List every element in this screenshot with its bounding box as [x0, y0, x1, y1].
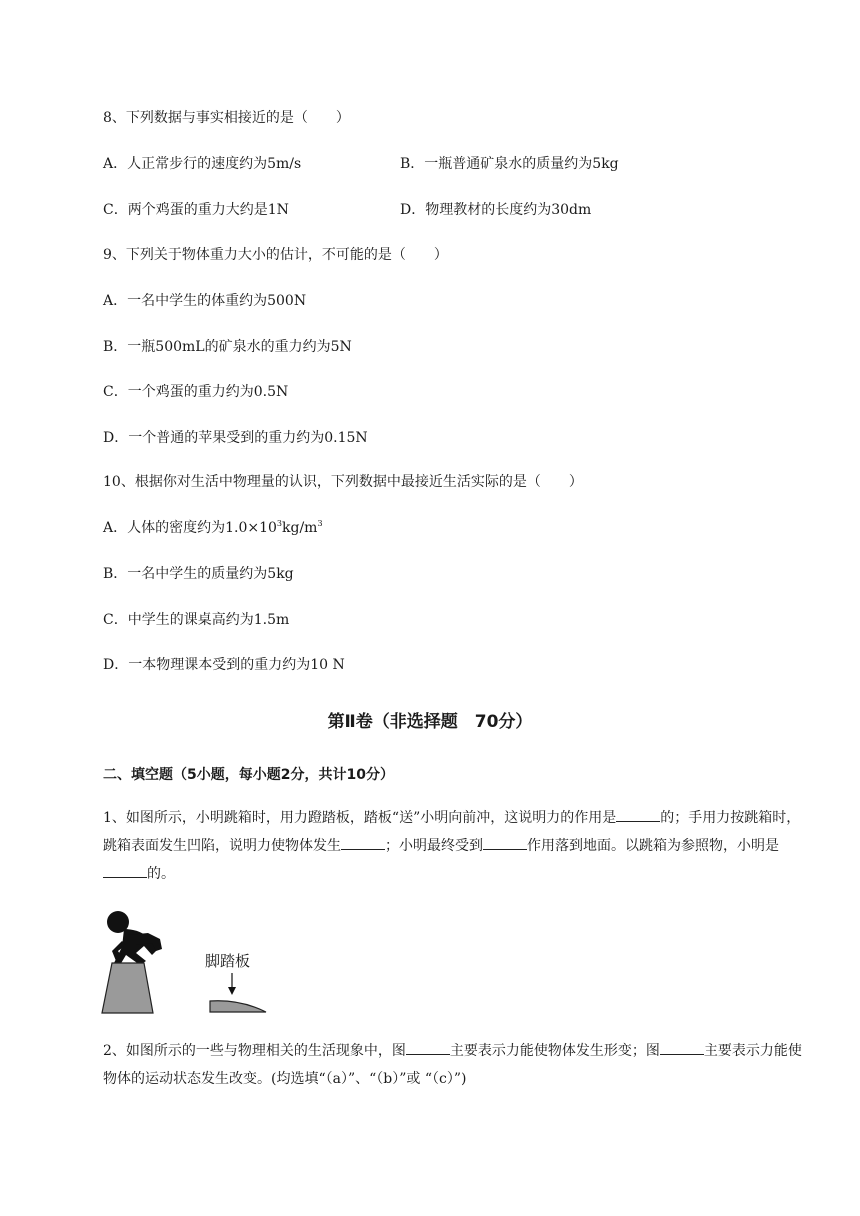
fill1-blank-4	[103, 863, 147, 878]
q10-option-c: C．中学生的课桌高约为1.5m	[103, 612, 290, 628]
fill1-blank-3	[483, 835, 527, 850]
q9-stem: 9、下列关于物体重力大小的估计，不可能的是（ ）	[103, 247, 448, 263]
q9-option-d: D．一个普通的苹果受到的重力约为0.15N	[103, 430, 368, 446]
q8-option-b: B．一瓶普通矿泉水的质量约为5kg	[400, 156, 619, 172]
q10-option-a	[103, 518, 323, 538]
fill1-text	[103, 804, 803, 888]
q10-option-a-unit: kg/m	[282, 520, 318, 536]
fill2-blank-1	[406, 1040, 450, 1055]
vaulting-box	[102, 963, 153, 1013]
fill1-part4: 作用落到地面。以跳箱为参照物，小明是	[527, 838, 779, 854]
footboard-label: 脚踏板	[205, 952, 251, 970]
q9-option-a: A．一名中学生的体重约为500N	[103, 293, 307, 309]
q9-option-b: B．一瓶500mL的矿泉水的重力约为5N	[103, 339, 352, 355]
q10-option-a-exp2: 3	[317, 519, 323, 528]
section-subtitle: 二、填空题（5小题，每小题2分，共计10分）	[103, 767, 394, 783]
fill2-blank-2	[660, 1040, 704, 1055]
q8-option-d: D．物理教材的长度约为30dm	[400, 202, 592, 218]
q10-option-a-prefix: A．人体的密度约为1.0×10	[103, 520, 277, 536]
q8-option-a: A．人正常步行的速度约为5m/s	[103, 156, 302, 172]
q10-option-b: B．一名中学生的质量约为5kg	[103, 566, 294, 582]
section-title: 第Ⅱ卷（非选择题 70分）	[327, 712, 533, 732]
fill2-text	[103, 1037, 803, 1093]
q8-stem: 8、下列数据与事实相接近的是（ ）	[103, 110, 350, 126]
person-silhouette	[107, 911, 162, 965]
q10-stem: 10、根据你对生活中物理量的认识，下列数据中最接近生活实际的是（ ）	[103, 474, 583, 490]
fill2-part3: 主要表示力能使物体的运动状态发生改变。(均选填“（a）”、“（b）”或 “（c）”)	[103, 1043, 802, 1087]
fill2-part2: 主要表示力能使物体发生形变；图	[449, 1043, 660, 1059]
fill2-part1: 2、如图所示的一些与物理相关的生活现象中，图	[103, 1043, 406, 1059]
q10-option-a-exp1: 3	[276, 519, 283, 528]
fill1-part3: ；小明最终受到	[385, 838, 483, 854]
fill1-part1: 1、如图所示，小明跳箱时，用力蹬踏板，踏板“送”小明向前冲，这说明力的作用是	[103, 810, 617, 826]
fill1-part2: 的；手用力按跳箱时，跳箱表面发生凹陷，说明力使物体发生	[103, 810, 801, 854]
fill1-blank-2	[341, 835, 385, 850]
fill1-part5: 的。	[147, 866, 175, 882]
footboard-shape	[210, 1001, 266, 1012]
fill1-blank-1	[616, 807, 660, 822]
q8-option-c: C．两个鸡蛋的重力大约是1N	[103, 202, 289, 218]
q10-option-d: D．一本物理课本受到的重力约为10 N	[103, 657, 345, 673]
q9-option-c: C．一个鸡蛋的重力约为0.5N	[103, 384, 289, 400]
